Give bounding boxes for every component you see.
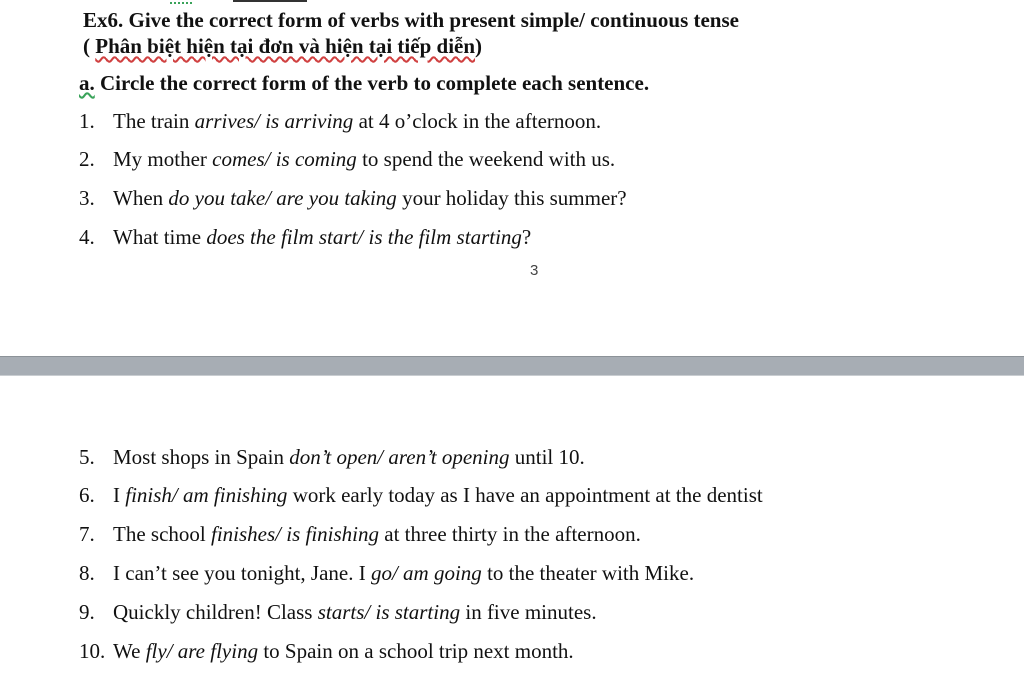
- page-number: 3: [530, 262, 539, 279]
- verb-options: finishes/ is finishing: [210, 522, 380, 546]
- verb-options: arrives/ is arriving: [194, 109, 354, 133]
- sentence-1: [79, 108, 601, 134]
- verb-options: finish/ am finishing: [125, 483, 288, 507]
- sentence-pre: Most shops in Spain: [113, 445, 290, 469]
- part-a-letter: a.: [79, 71, 95, 95]
- sentence-number: 1.: [79, 109, 95, 133]
- sentence-number: 4.: [79, 225, 95, 249]
- sentence-number: 7.: [79, 522, 95, 546]
- sentence-number: 8.: [79, 561, 95, 585]
- sentence-10: [79, 638, 574, 664]
- document-page-bottom: [0, 376, 1024, 674]
- verb-options: don’t open/ aren’t opening: [289, 445, 510, 469]
- verb-options: do you take/ are you taking: [168, 186, 397, 210]
- sentence-pre: When: [113, 186, 169, 210]
- sentence-post: your holiday this summer?: [396, 186, 627, 210]
- sentence-post: at three thirty in the afternoon.: [379, 522, 641, 546]
- sentence-9: [79, 599, 597, 625]
- spellcheck-mark: [170, 0, 192, 4]
- sentence-post: work early today as I have an appointment at the dentist: [287, 483, 763, 507]
- sentence-pre: I: [113, 483, 126, 507]
- sentence-post: to spend the weekend with us.: [356, 147, 616, 171]
- sentence-pre: I can’t see you tonight, Jane. I: [113, 561, 371, 585]
- sentence-post: until 10.: [509, 445, 585, 469]
- exercise-subtitle: [83, 34, 482, 58]
- sentence-pre: My mother: [113, 147, 213, 171]
- verb-options: comes/ is coming: [212, 147, 357, 171]
- part-a-instruction: [79, 71, 649, 95]
- sentence-2: [79, 146, 615, 172]
- sentence-number: 9.: [79, 600, 95, 624]
- subtitle-close-paren: ): [475, 34, 483, 58]
- sentence-pre: The train: [113, 109, 195, 133]
- sentence-number: 6.: [79, 483, 95, 507]
- sentence-4: [79, 224, 531, 250]
- sentence-number: 2.: [79, 147, 95, 171]
- previous-line-underline: [233, 0, 307, 2]
- sentence-7: [79, 521, 641, 547]
- sentence-6: [79, 482, 763, 508]
- sentence-post: in five minutes.: [460, 600, 597, 624]
- sentence-pre: What time: [113, 225, 207, 249]
- sentence-number: 3.: [79, 186, 95, 210]
- sentence-number: 10.: [79, 639, 106, 663]
- verb-options: does the film start/ is the film starting: [206, 225, 522, 249]
- sentence-post: at 4 o’clock in the afternoon.: [353, 109, 602, 133]
- sentence-pre: Quickly children! Class: [113, 600, 318, 624]
- sentence-post: to the theater with Mike.: [481, 561, 695, 585]
- sentence-post: ?: [521, 225, 532, 249]
- subtitle-vietnamese: Phân biệt hiện tại đơn và hiện tại tiếp diễn: [95, 34, 476, 58]
- sentence-number: 5.: [79, 445, 95, 469]
- sentence-pre: We: [113, 639, 146, 663]
- page-break-separator: [0, 356, 1024, 376]
- verb-options: go/ am going: [370, 561, 482, 585]
- verb-options: starts/ is starting: [317, 600, 461, 624]
- sentence-3: [79, 185, 627, 211]
- sentence-5: [79, 444, 585, 470]
- sentence-post: to Spain on a school trip next month.: [258, 639, 574, 663]
- sentence-8: [79, 560, 694, 586]
- part-a-text: Circle the correct form of the verb to complete each sentence.: [94, 71, 650, 95]
- subtitle-open-paren: (: [83, 34, 96, 58]
- sentence-pre: The school: [113, 522, 211, 546]
- exercise-title: Ex6. Give the correct form of verbs with present simple/ continuous tense: [83, 8, 739, 32]
- verb-options: fly/ are flying: [145, 639, 259, 663]
